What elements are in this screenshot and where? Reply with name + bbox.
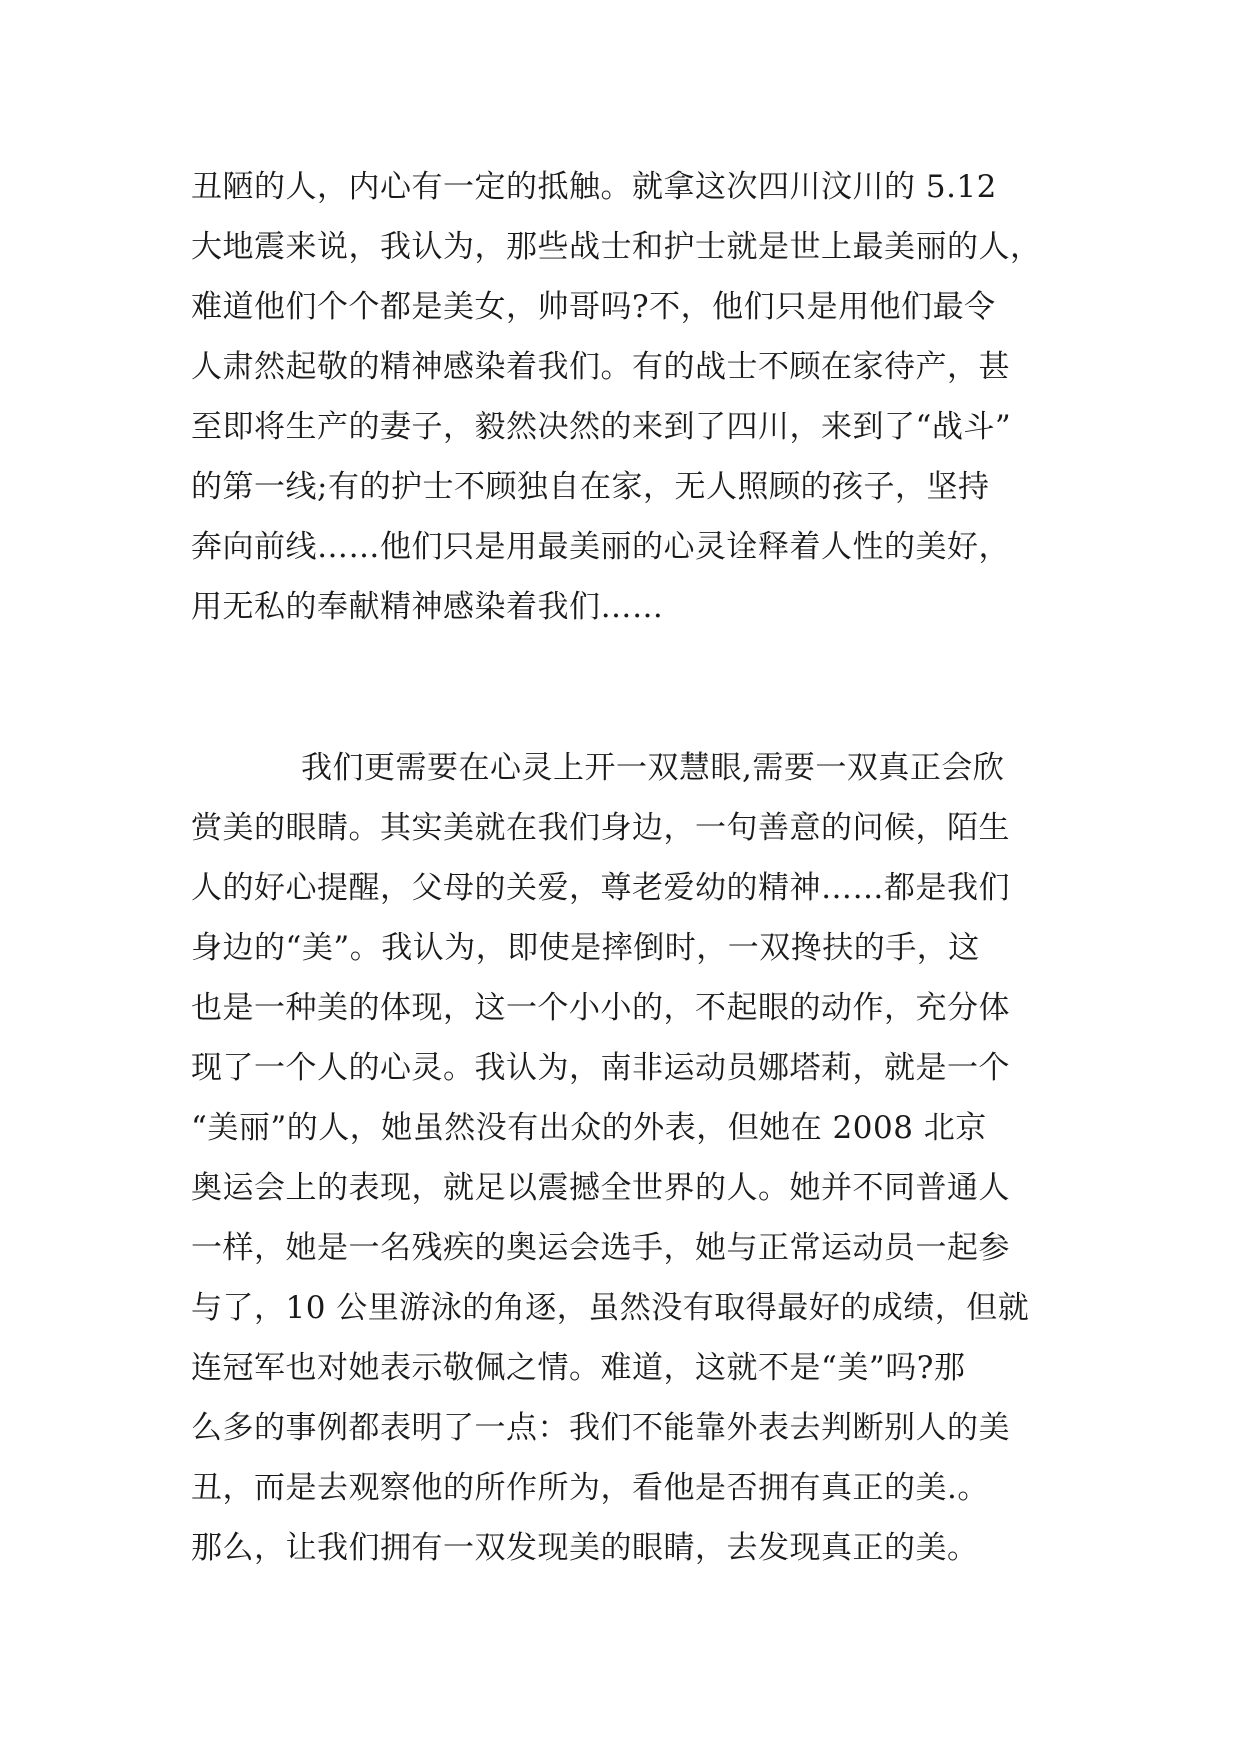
text-line: 那么，让我们拥有一双发现美的眼睛，去发现真正的美。 [191,1530,979,1566]
text-line: 丑，而是去观察他的所作所为，看他是否拥有真正的美.。 [191,1470,989,1506]
text-line-indented: 我们更需要在心灵上开一双慧眼,需要一双真正会欣 [301,750,1005,786]
text-line: 难道他们个个都是美女，帅哥吗?不，他们只是用他们最令 [191,289,996,325]
text-line: 连冠军也对她表示敬佩之情。难道，这就不是“美”吗?那 [191,1350,966,1386]
text-line: 么多的事例都表明了一点：我们不能靠外表去判断别人的美 [191,1410,1010,1446]
text-line: 的第一线;有的护士不顾独自在家，无人照顾的孩子，坚持 [191,469,990,505]
text-line: “美丽”的人，她虽然没有出众的外表，但她在 2008 北京 [191,1110,987,1146]
text-line: 一样，她是一名残疾的奥运会选手，她与正常运动员一起参 [191,1230,1010,1266]
paragraph-2 [191,738,1071,1578]
text-line: 人的好心提醒，父母的关爱，尊老爱幼的精神……都是我们 [191,870,1010,906]
text-line: 人肃然起敬的精神感染着我们。有的战士不顾在家待产，甚 [191,349,1010,385]
text-line: 与了，10 公里游泳的角逐，虽然没有取得最好的成绩，但就 [191,1290,1030,1326]
text-line: 也是一种美的体现，这一个小小的，不起眼的动作，充分体 [191,990,1010,1026]
text-line: 丑陋的人，内心有一定的抵触。就拿这次四川汶川的 5.12 [191,169,997,205]
text-line: 身边的“美”。我认为，即使是摔倒时，一双搀扶的手，这 [191,930,980,966]
text-line: 奔向前线……他们只是用最美丽的心灵诠释着人性的美好， [191,529,1010,565]
text-line: 用无私的奉献精神感染着我们…… [191,589,664,625]
text-line: 现了一个人的心灵。我认为，南非运动员娜塔莉，就是一个 [191,1050,1010,1086]
text-line: 大地震来说，我认为，那些战士和护士就是世上最美丽的人， [191,229,1042,265]
text-line: 奥运会上的表现，就足以震撼全世界的人。她并不同普通人 [191,1170,1010,1206]
text-line: 赏美的眼睛。其实美就在我们身边，一句善意的问候，陌生 [191,810,1010,846]
text-line: 至即将生产的妻子，毅然决然的来到了四川，来到了“战斗” [191,409,1012,445]
paragraph-1 [191,157,1071,637]
